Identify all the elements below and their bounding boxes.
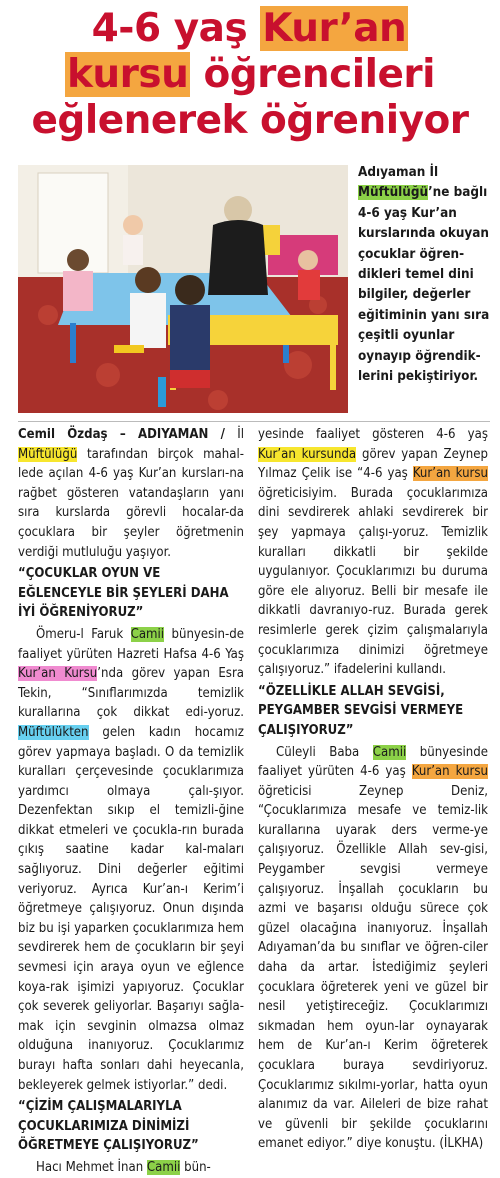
body-paragraph: Hacı Mehmet İnan Camii bün- xyxy=(36,1159,211,1175)
body-paragraph: Cüleyli Baba Camii bünyesinde faaliyet yürüten 4-6 yaş Kur’an kursu öğreticisi Zeynep Deniz, “Çocuklarımıza mesafe ve temiz-lik kurallarına uyarak ders verme-ye çalışıyoruz. Özellikle Allah sev-gisi, Peygamber sevgisi vermeye çalışıyoruz. İnşallah çocukların bu azmi ve başarısı olduğu sürece çok güzel olacağına inanıyoruz. İnşallah Adıyaman’da bu sınıflar ve öğren-ciler daha da artar. İstediğimiz şeyleri çocuklara öğreterek yeni ve güzel bir nesil yetiştireceğiz. Çocuklarımızı sıkmadan hem oyun-lar oynayarak hem de Kur’an-ı Kerim öğreterek çocuklara buraya sevdiriyoruz. Çocuklarımız sıkılmı-yorlar, hatta oyun alanımız da var. Aileleri de bize rahat ve güvenli bir şekilde çocuklarını emanet ediyor.” diye konuştu. (İLKHA) xyxy=(258,744,489,1152)
headline-highlight: kursu xyxy=(66,52,189,97)
highlight: Kur’an kursu xyxy=(411,764,488,780)
lede-paragraph: Adıyaman İl Müftülüğü’ne bağlı 4-6 yaş Kur’an kurslarında okuyan çocuklar öğren-dikleri temel dini bilgiler, değerler eğitiminin yanı sıra çeşitli oyunlar oynayıp öğrendik-lerini pekiştiriyor. xyxy=(358,165,490,385)
highlight: Kur’an kursunda xyxy=(258,446,357,462)
headline-highlight: Kur’an xyxy=(262,6,407,51)
column-1 xyxy=(18,425,244,1178)
highlight: Kur’an kursu xyxy=(412,466,488,482)
byline: Cemil Özdaş – ADIYAMAN / xyxy=(18,427,238,442)
headline xyxy=(0,6,500,144)
body-paragraph: Ömeru-l Faruk Camii bünyesin-de faaliyet yürüten Hazreti Hafsa 4-6 Yaş Kur’an Kursu’nda görev yapan Esra Tekin, “Sınıflarımızda temizlik kurallarına çok dikkat edi-yoruz. Müftülükten gelen kadın hocamız görev yapmaya başladı. O da temizlik kuralları çerçevesinde çocuklarımıza yardımcı olmaya çalı-şıyor. Dezenfektan sıkıp el temizli-ğine dikkat etmeleri ve çocukla-rın burada çıkış saatine kadar kal-maları sağlıyoruz. Dini değerler eğitimi veriyoruz. Ayrıca Kur’an-ı Kerim’i öğretmeye çalışıyoruz. Onun dışında biz bu işi yaparken çocuklarımıza hem sevdirerek hem de çocukların bir şeyi sevmesi için araya oyun ve eğlence koya-rak işimizi yapıyoruz. Çocuklar çok severek geliyorlar. Başarıyı sağla-mak için sevginin olmazsa olmaz olduğuna inanıyoruz. Çocuklarımız burayı hafta sonları dahi heyecanla, bekleyerek gelmek istiyorlar.” dedi. xyxy=(18,626,245,1093)
headline-line-2: kursu öğrencileri xyxy=(66,52,436,97)
subheading: “ÇOCUKLAR OYUN VE EĞLENCEYLE BİR ŞEYLERİ DAHA İYİ ÖĞRENİYORUZ” xyxy=(18,566,229,621)
classroom-illustration xyxy=(18,165,348,413)
body-paragraph: Cemil Özdaş – ADIYAMAN / İl Müftülüğü tarafından birçok mahal-lede açılan 4-6 yaş Kur’an kursları-na rağbet gösteren vatandaşların yanı sıra kurslarda görevli hocalar-da çocuklara bir şeyler öğretmenin verdiği mutluluğu yaşıyor. xyxy=(18,427,244,560)
subheading: “ÇİZİM ÇALIŞMALARIYLA ÇOCUKLARIMIZA DİNİMİZİ ÖĞRETMEYE ÇALIŞIYORUZ” xyxy=(18,1099,199,1154)
subheading: “ÖZELLİKLE ALLAH SEVGİSİ, PEYGAMBER SEVGİSİ VERMEYE ÇALIŞIYORUZ” xyxy=(258,683,464,738)
column-2 xyxy=(258,425,488,1154)
highlight: Kur’an Kursu xyxy=(18,666,98,682)
headline-line-1: 4-6 yaş Kur’an xyxy=(91,6,407,51)
highlight: Camii xyxy=(146,1159,181,1175)
classroom-photo xyxy=(18,165,348,413)
highlight: Camii xyxy=(130,626,165,642)
headline-line-3: eğlenerek öğreniyor xyxy=(31,98,469,143)
highlight: Müftülükten xyxy=(18,724,89,740)
highlight: Müftülüğü xyxy=(18,446,78,462)
highlight: Camii xyxy=(372,744,407,760)
body-paragraph: yesinde faaliyet gösteren 4-6 yaş Kur’an kursunda görev yapan Zeynep Yılmaz Çelik ise “4-6 yaş Kur’an kursu öğreticisiyim. Burada çocuklarımıza dini sevdirerek ahlaki sevdirerek bir şey yapmaya çalışı-yoruz. Temizlik kuralları dikkatli bir şekilde uygulanıyor. Çocuklarımızı bu duruma göre ele alıyoruz. Belli bir mesafe ile dikkatli davranıyo-ruz. Burada gerek resimlerle gerek çizim çalışmalarıyla çocuklarımıza dinimizi öğretmeye çalışıyoruz.” ifadelerini kullandı. xyxy=(258,427,488,678)
divider xyxy=(18,421,490,422)
highlight-mufti: Müftülüğü xyxy=(358,185,429,201)
